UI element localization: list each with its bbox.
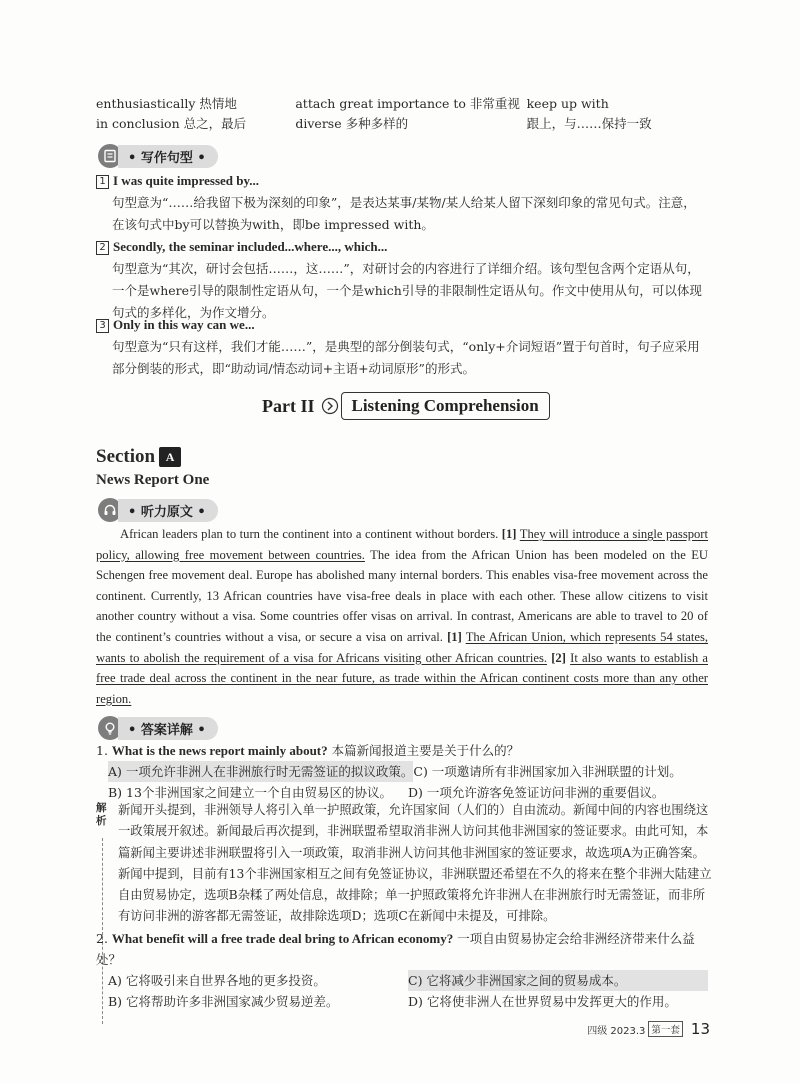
vocab-table <box>96 94 716 134</box>
part-title <box>262 392 550 420</box>
pattern-title: Only in this way can we... <box>113 317 255 332</box>
page-number: 13 <box>690 1020 710 1038</box>
writing-pattern-item <box>96 314 708 380</box>
option-d: D) 它将使非洲人在世界贸易中发挥更大的作用。 <box>408 994 677 1009</box>
writing-pattern-item <box>96 170 708 236</box>
section-header-label: • 写作句型 • <box>118 145 218 168</box>
part-heading: Listening Comprehension <box>341 392 550 420</box>
chevron-right-icon <box>321 397 339 415</box>
question-1 <box>96 740 712 803</box>
key-sentence: The African Union, which represents 54 states, wants to abolish the requirement of a visa for Africans visiting other African countries. <box>96 629 709 665</box>
vocab-cell: diverse 多种多样的 <box>295 116 409 131</box>
question-translation: 一项自由贸易协定会给非洲经济带来什么益处？ <box>96 931 695 967</box>
question-text: What benefit will a free trade deal bring to African economy? <box>111 931 454 946</box>
analysis-tag <box>96 802 108 828</box>
transcript-header <box>98 498 218 522</box>
set-tag: 第一套 <box>648 1021 683 1037</box>
writing-pattern-item <box>96 236 708 324</box>
option-a-correct: A) 一项允许非洲人在非洲旅行时无需签证的拟议政策。 <box>108 761 413 782</box>
section-title <box>96 446 181 468</box>
analysis-text: 新闻开头提到，非洲领导人将引入单一护照政策，允许国家间（人们的）自由流动。新闻中间的内容也围绕这一政策展开叙述。新闻最后再次提到，非洲联盟希望取消非洲人访问其他非洲国家的签证要求。由此可知，本篇新闻主要讲述非洲联盟将引入一项政策，取消非洲人访问其他非洲国家的签证要求，故选项A为正确答案。新闻中提到，目前有13个非洲国家相互之间有免签证协议，非洲联盟还希望在不久的将来在整个非洲大陆建立自由贸易协定，选项B杂糅了两处信息，故排除；单一护照政策将允许非洲人在非洲旅行时无需签证，而非所有访问非洲的游客都无需签证，故排除选项D；选项C在新闻中未提及，可排除。 <box>118 803 712 924</box>
question-marker: [1] <box>447 629 462 644</box>
question-marker: [2] <box>551 650 566 665</box>
pattern-title: I was quite impressed by... <box>113 173 260 188</box>
exam-level: 四级 2023.3 <box>587 1025 646 1037</box>
question-number: 2. <box>96 931 108 946</box>
key-sentence: It also wants to establish a free trade deal across the continent in the near future, as trade within the African continent costs more than any other region. <box>96 650 709 706</box>
option-c-correct: C) 它将减少非洲国家之间的贸易成本。 <box>408 970 708 991</box>
pattern-explanation: 句型意为“只有这样，我们才能……”，是典型的部分倒装句式，“only+介词短语”置于句首时，句子应采用部分倒装的形式，即“助动词/情态动词+主语+动词原形”的形式。 <box>112 339 700 376</box>
pattern-explanation: 句型意为“其次，研讨会包括……，这……”，对研讨会的内容进行了详细介绍。该句型包含两个定语从句，一个是where引导的限制性定语从句，一个是which引导的非限制性定语从句。作文中使用从句，可以体现句式的多样化，为作文增分。 <box>112 261 702 320</box>
page-footer <box>587 1020 710 1038</box>
transcript-text: African leaders plan to turn the continent into a continent without borders. <box>120 527 502 541</box>
section-header-label: • 听力原文 • <box>118 499 218 522</box>
question-marker: [1] <box>501 527 517 541</box>
option-b: B) 13个非洲国家之间建立一个自由贸易区的协议。 <box>108 785 392 800</box>
analysis-block <box>96 800 712 928</box>
vocab-cell: keep up with <box>526 96 609 111</box>
option-a: A) 它将吸引来自世界各地的更多投资。 <box>108 973 326 988</box>
pattern-title: Secondly, the seminar included...where..., which... <box>113 239 388 254</box>
item-number: 1 <box>96 175 109 189</box>
vocab-cell: enthusiastically 热情地 <box>96 96 237 111</box>
transcript-text: The idea from the African Union has been modeled on the EU Schengen free movement deal. Europe has abolished many internal borders. This enables visa-free movement across the continent. Currently, 13 African countries have visa-free deals in place with each other. These allow citizens to visit another country without a visa. Some countries offer visas on arrival. In contrast, Americans are able to travel to 20 of the continent’s countries without a visa, or secure a visa on arrival. <box>96 547 708 644</box>
vocab-row <box>96 94 716 114</box>
item-number: 3 <box>96 319 109 333</box>
analysis-tag-label: 解析 <box>96 802 107 827</box>
question-2 <box>96 928 712 1012</box>
part-label: Part II <box>262 395 315 416</box>
question-text: What is the news report mainly about? <box>111 743 328 758</box>
writing-patterns-header <box>98 144 218 168</box>
answers-header <box>98 716 218 740</box>
vocab-row <box>96 114 716 134</box>
option-c: C) 一项邀请所有非洲国家加入非洲联盟的计划。 <box>413 764 682 779</box>
transcript-paragraph <box>96 524 708 709</box>
item-number: 2 <box>96 241 109 255</box>
vocab-cell: 跟上，与……保持一致 <box>526 116 652 131</box>
question-translation: 本篇新闻报道主要是关于什么的？ <box>331 743 520 758</box>
report-title: News Report One <box>96 472 210 488</box>
section-header-label: • 答案详解 • <box>118 717 218 740</box>
option-b: B) 它将帮助许多非洲国家减少贸易逆差。 <box>108 994 339 1009</box>
question-number: 1. <box>96 743 108 758</box>
section-label: Section <box>96 446 156 467</box>
pattern-explanation: 句型意为“……给我留下极为深刻的印象”，是表达某事/某物/某人给某人留下深刻印象的常见句式。注意，在该句式中by可以替换为with，即be impressed with。 <box>112 195 696 232</box>
key-sentence: They will introduce a single passport policy, allowing free movement between countries. <box>96 527 709 562</box>
vocab-cell: in conclusion 总之，最后 <box>96 116 247 131</box>
vocab-cell: attach great importance to 非常重视 <box>295 96 520 111</box>
option-d: D) 一项允许游客免签证访问非洲的重要倡议。 <box>408 785 665 800</box>
section-badge: A <box>159 447 181 467</box>
